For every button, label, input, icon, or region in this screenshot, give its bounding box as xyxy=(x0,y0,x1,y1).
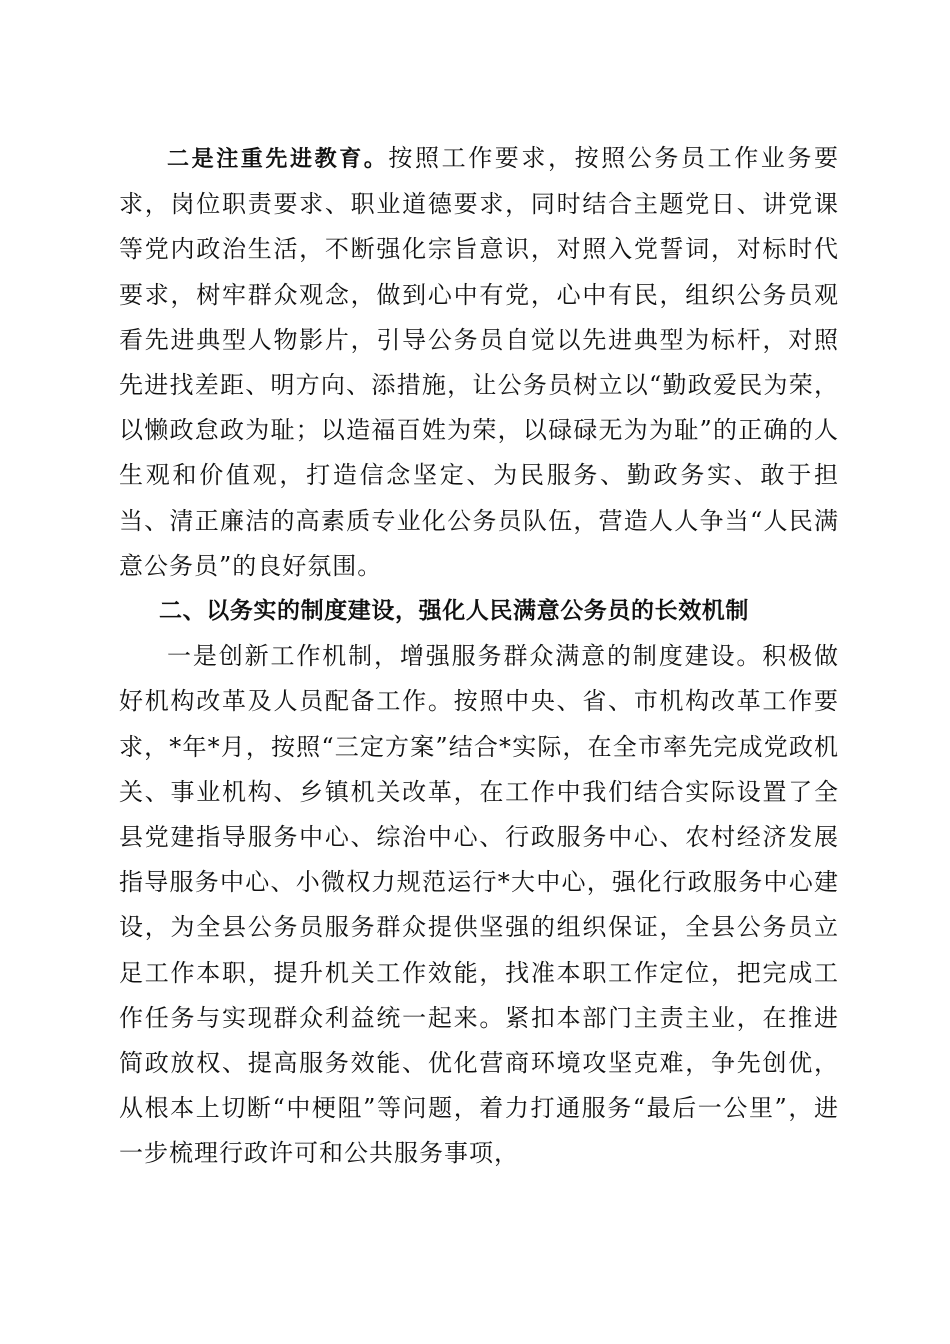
paragraph-lead-text: 二是注重先进教育。 xyxy=(167,147,389,172)
paragraph-body-text: 按照工作要求，按照公务员工作业务要求，岗位职责要求、职业道德要求，同时结合主题党日、讲党课等党内政治生活，不断强化宗旨意识，对照入党誓词，对标时代要求，树牢群众观念，做到心中有党，心中有民，组织公务员观看先进典型人物影片，引导公务员自觉以先进典型为标杆，对照先进找差距、明方向、添措施，让公务员树立以“勤政爱民为荣，以懒政怠政为耻；以造福百姓为荣，以碌碌无为为耻”的正确的人生观和价值观，打造信念坚定、为民服务、勤政务实、敢于担当、清正廉洁的高素质专业化公务员队伍，营造人人争当“人民满意公务员”的良好氛围。 xyxy=(119,144,839,580)
paragraph-lead-text: 一是创新工作机制，增强服务群众满意的制度建设。 xyxy=(167,642,763,671)
paragraph-body-text: 积极做好机构改革及人员配备工作。按照中央、省、市机构改革工作要求，*年*月，按照“三定方案”结合*实际，在全市率先完成党政机关、事业机构、乡镇机关改革，在工作中我们结合实际设置了全县党建指导服务中心、综治中心、行政服务中心、农村经济发展指导服务中心、小微权力规范运行*大中心，强化行政服务中心建设，为全县公务员服务群众提供坚强的组织保证，全县公务员立足工作本职，提升机关工作效能，找准本职工作定位，把完成工作任务与实现群众利益统一起来。紧扣本部门主责主业，在推进简政放权、提高服务效能、优化营商环境攻坚克难，争先创优，从根本上切断“中梗阻”等问题，着力打通服务“最后一公里”，进一步梳理行政许可和公共服务事项， xyxy=(119,642,840,1168)
paragraph-innovation-mechanism xyxy=(119,634,839,1176)
paragraph-advanced-education xyxy=(119,136,839,589)
section-heading: 二、以务实的制度建设，强化人民满意公务员的长效机制 xyxy=(159,598,749,625)
document-body xyxy=(119,136,839,1177)
